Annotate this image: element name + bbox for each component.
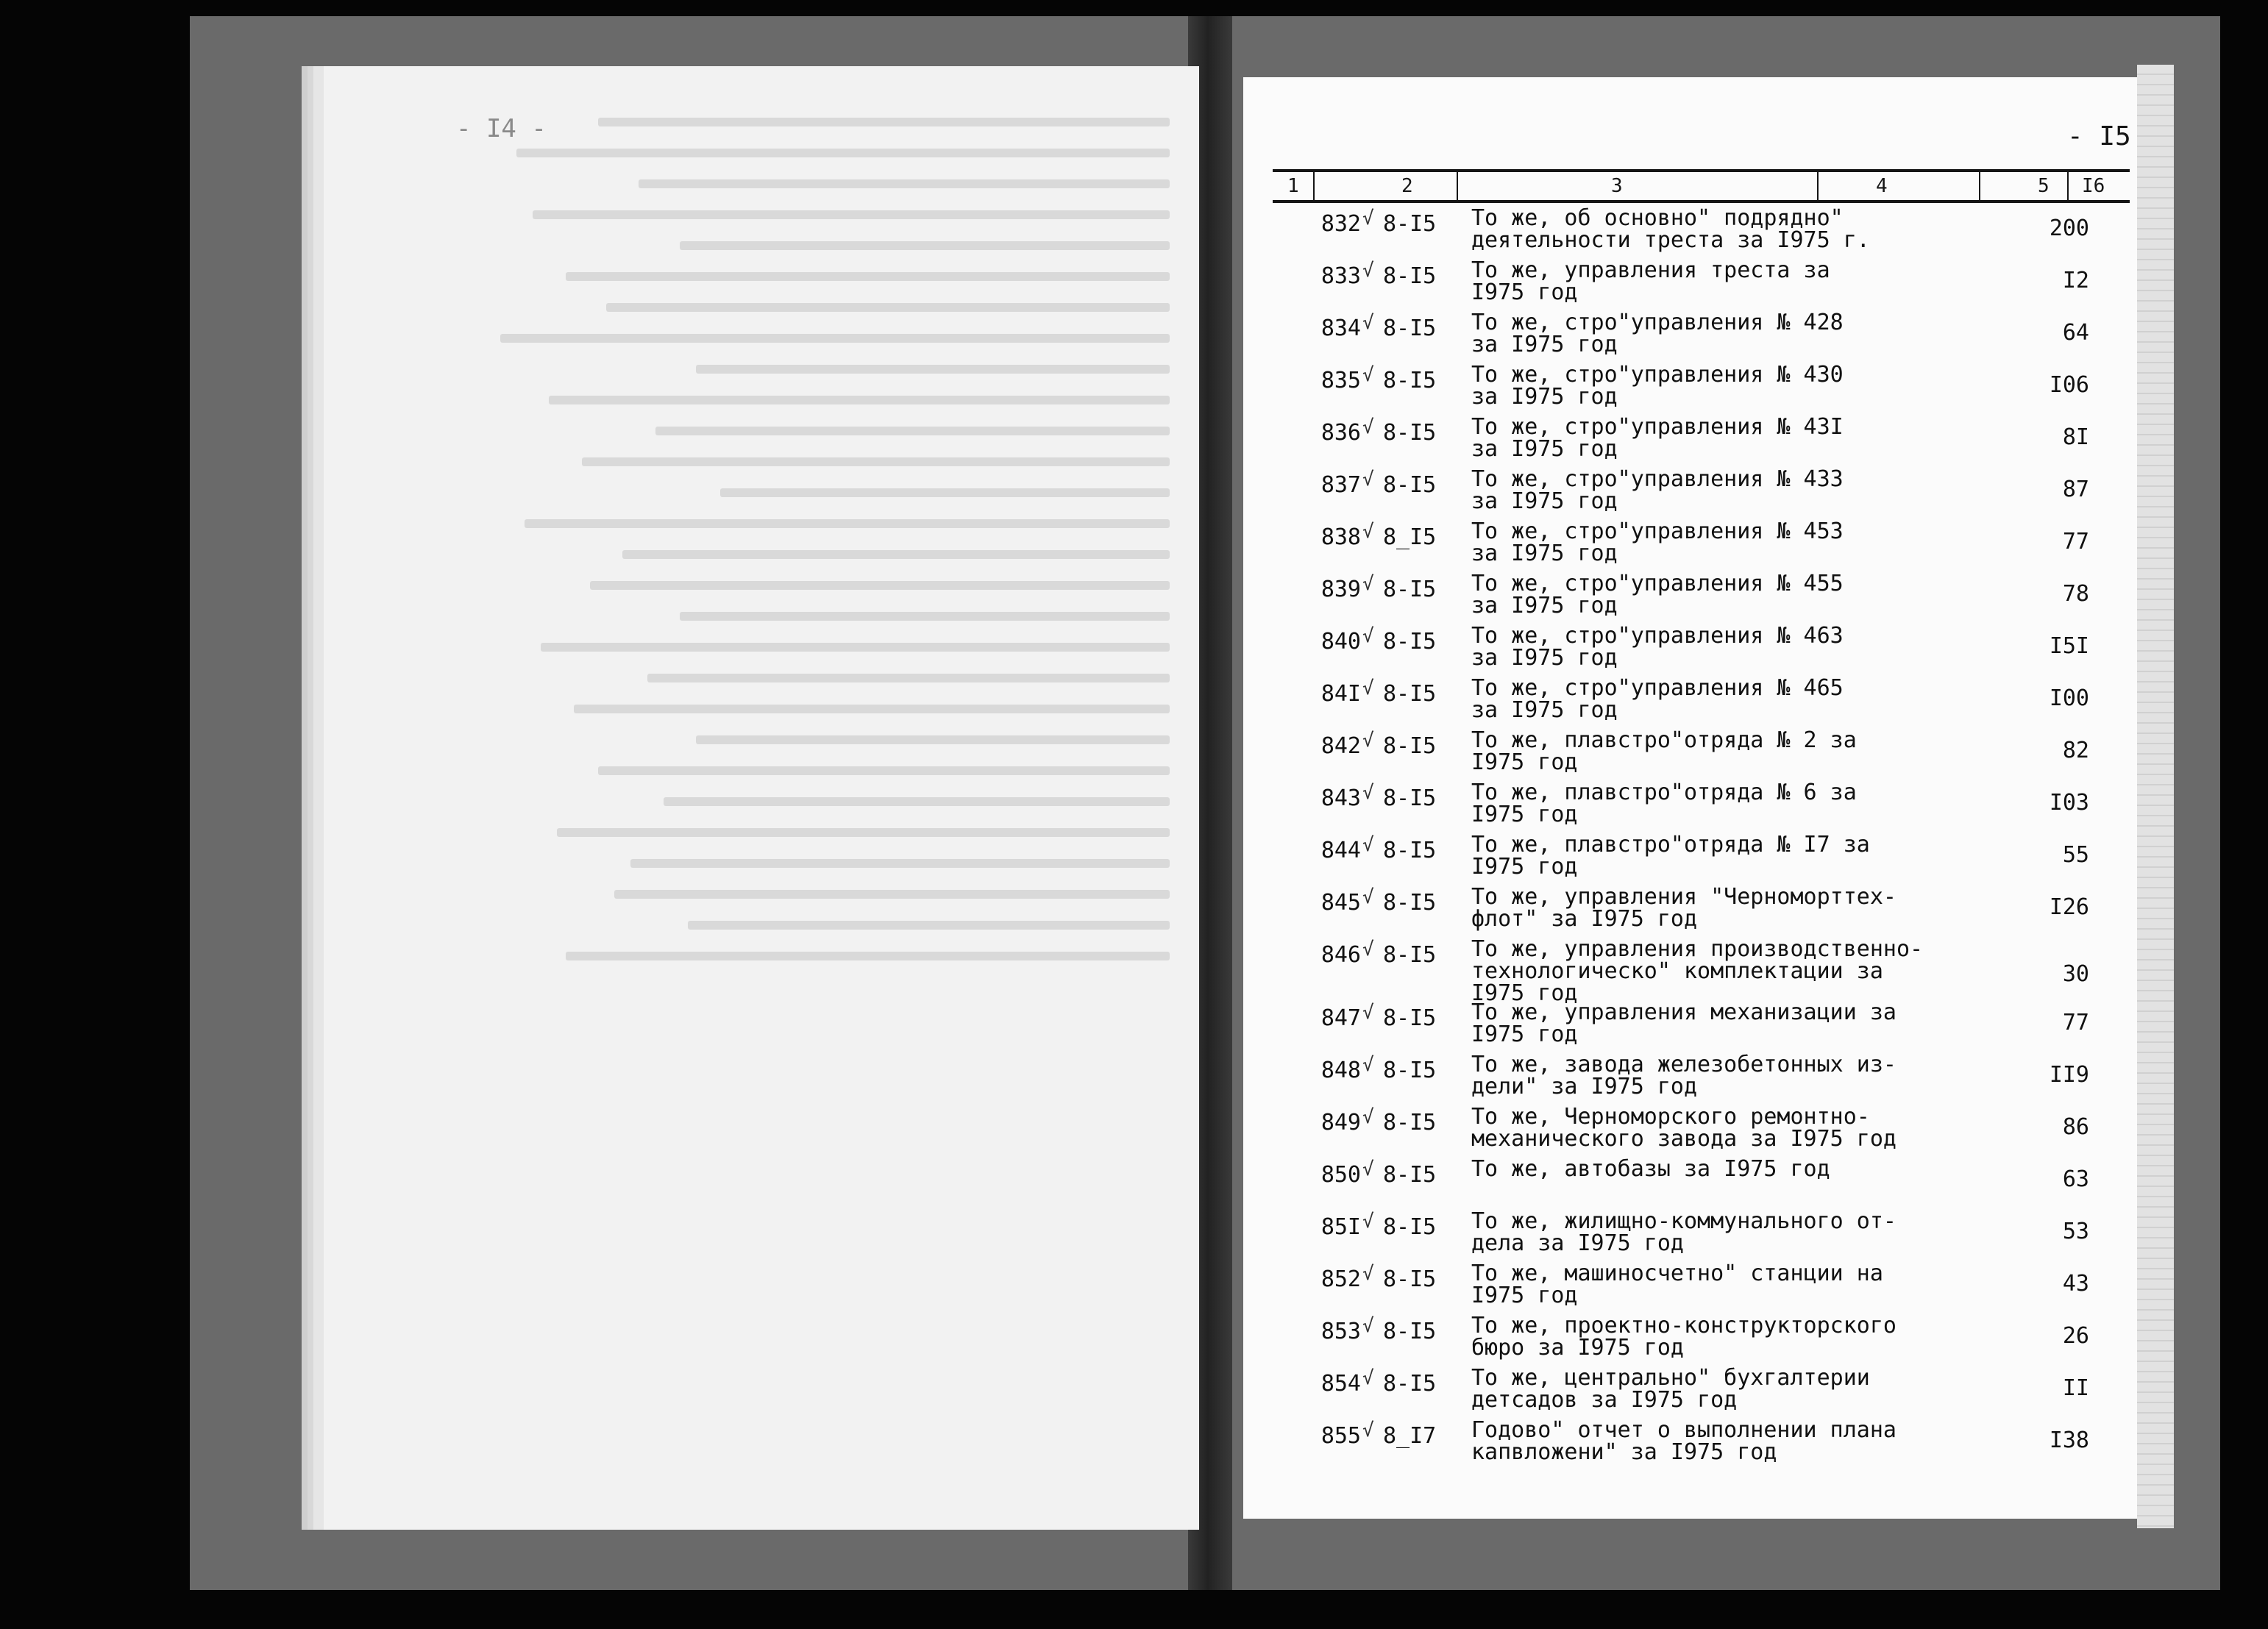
checkmark-icon: √ [1362, 1106, 1374, 1128]
checkmark-icon: √ [1362, 834, 1374, 856]
table-row [1273, 464, 2130, 516]
description-line: за I975 год [1471, 488, 1618, 514]
row-description [1471, 364, 1957, 408]
checkmark-icon: √ [1362, 938, 1374, 960]
row-quantity: I26 [2049, 894, 2089, 920]
row-description [1471, 468, 1957, 513]
row-code: 8-I5 [1383, 211, 1437, 237]
row-description [1471, 1106, 1957, 1150]
row-code: 8-I5 [1383, 420, 1437, 446]
checkmark-icon: √ [1362, 782, 1374, 804]
row-number: 846 [1320, 942, 1361, 968]
checkmark-icon: √ [1362, 1263, 1374, 1285]
table-row [1273, 1102, 2130, 1154]
table-row [1273, 568, 2130, 621]
row-quantity: I38 [2049, 1427, 2089, 1453]
description-line: за I975 год [1471, 697, 1618, 723]
description-line: механического завода за I975 год [1471, 1126, 1896, 1152]
row-quantity: I5I [2049, 633, 2089, 659]
description-line: То же, завода железобетонных из- [1471, 1052, 1896, 1077]
row-code: 8-I5 [1383, 1110, 1437, 1136]
checkmark-icon: √ [1362, 625, 1374, 647]
col-header-6: I6 [2082, 175, 2105, 197]
table-row [1273, 1206, 2130, 1258]
row-code: 8-I5 [1383, 890, 1437, 916]
row-number: 836 [1320, 420, 1361, 446]
table-row [1273, 412, 2130, 464]
table-row [1273, 777, 2130, 830]
row-description [1471, 1315, 1957, 1359]
description-line: То же, стро"управления № 465 [1471, 675, 1844, 701]
row-number: 832 [1320, 211, 1361, 237]
checkmark-icon: √ [1362, 1002, 1374, 1024]
left-page [324, 66, 1199, 1530]
description-line: бюро за I975 год [1471, 1335, 1684, 1361]
row-code: 8_I7 [1383, 1423, 1437, 1449]
description-line: I975 год [1471, 749, 1578, 775]
checkmark-icon: √ [1362, 260, 1374, 282]
row-description [1471, 1367, 1957, 1411]
row-description [1471, 416, 1957, 460]
checkmark-icon: √ [1362, 1158, 1374, 1180]
row-quantity: 43 [2062, 1271, 2089, 1297]
row-description [1471, 573, 1957, 617]
row-code: 8-I5 [1383, 368, 1437, 393]
checkmark-icon: √ [1362, 677, 1374, 699]
description-line: I975 год [1471, 854, 1578, 880]
row-quantity: 8I [2062, 424, 2089, 450]
page-edges [2137, 65, 2174, 1528]
row-description [1471, 782, 1957, 826]
row-number: 843 [1320, 785, 1361, 811]
row-number: 838 [1320, 524, 1361, 550]
row-number: 852 [1320, 1266, 1361, 1292]
row-description [1471, 999, 1957, 1047]
table-row [1273, 1258, 2130, 1311]
row-number: 842 [1320, 733, 1361, 759]
row-code: 8-I5 [1383, 1214, 1437, 1240]
description-line: То же, управления "Черноморттех- [1471, 884, 1896, 910]
row-description [1471, 1158, 1957, 1180]
row-description [1471, 207, 1957, 252]
description-line: за I975 год [1471, 541, 1618, 566]
row-number: 84I [1320, 681, 1361, 707]
table-row [1273, 830, 2130, 882]
table-row [1273, 1363, 2130, 1415]
row-code: 8-I5 [1383, 1005, 1437, 1031]
table-row [1273, 997, 2130, 1049]
description-line: технологическо" комплектации за [1471, 958, 1883, 984]
table-row [1273, 307, 2130, 360]
table-row [1273, 673, 2130, 725]
description-line: То же, стро"управления № 430 [1471, 362, 1844, 388]
row-description [1471, 257, 1957, 305]
table-row [1273, 1154, 2130, 1206]
description-line: То же, об основно" подрядно" [1471, 205, 1844, 231]
row-number: 839 [1320, 577, 1361, 602]
table-row [1273, 621, 2130, 673]
description-line: флот" за I975 год [1471, 906, 1698, 932]
row-code: 8-I5 [1383, 942, 1437, 968]
table-row [1273, 882, 2130, 934]
row-quantity: 53 [2062, 1219, 2089, 1244]
table-row [1273, 203, 2130, 255]
row-description [1471, 1419, 1957, 1464]
row-quantity: II [2062, 1375, 2089, 1401]
row-number: 840 [1320, 629, 1361, 655]
row-description [1471, 312, 1957, 356]
checkmark-icon: √ [1362, 1419, 1374, 1441]
row-code: 8-I5 [1383, 1319, 1437, 1344]
checkmark-icon: √ [1362, 886, 1374, 908]
checkmark-icon: √ [1362, 1211, 1374, 1233]
checkmark-icon: √ [1362, 468, 1374, 491]
checkmark-icon: √ [1362, 312, 1374, 334]
row-code: 8-I5 [1383, 1266, 1437, 1292]
checkmark-icon: √ [1362, 730, 1374, 752]
description-line: То же, стро"управления № 428 [1471, 310, 1844, 335]
row-description [1471, 938, 1957, 1005]
checkmark-icon: √ [1362, 1315, 1374, 1337]
row-number: 847 [1320, 1005, 1361, 1031]
description-line: То же, стро"управления № 463 [1471, 623, 1844, 649]
description-line: за I975 год [1471, 384, 1618, 410]
description-line: деятельности треста за I975 г. [1471, 227, 1870, 253]
row-description [1471, 625, 1957, 669]
row-code: 8-I5 [1383, 838, 1437, 863]
description-line: капвложени" за I975 год [1471, 1439, 1777, 1465]
table-row [1273, 1415, 2130, 1467]
row-number: 848 [1320, 1058, 1361, 1083]
row-quantity: 82 [2062, 738, 2089, 763]
col-header-4: 4 [1876, 175, 1888, 197]
table-row [1273, 1049, 2130, 1102]
row-number: 854 [1320, 1371, 1361, 1397]
checkmark-icon: √ [1362, 1367, 1374, 1389]
description-line: То же, жилищно-коммунального от- [1471, 1208, 1896, 1234]
table-row [1273, 934, 2130, 1006]
row-number: 837 [1320, 472, 1361, 498]
table-row [1273, 725, 2130, 777]
description-line: I975 год [1471, 802, 1578, 827]
checkmark-icon: √ [1362, 416, 1374, 438]
row-number: 855 [1320, 1423, 1361, 1449]
row-quantity: 26 [2062, 1323, 2089, 1349]
checkmark-icon: √ [1362, 521, 1374, 543]
row-code: 8-I5 [1383, 629, 1437, 655]
row-description [1471, 886, 1957, 930]
description-line: детсадов за I975 год [1471, 1387, 1738, 1413]
description-line: за I975 год [1471, 593, 1618, 619]
row-code: 8_I5 [1383, 524, 1437, 550]
description-line: То же, управления механизации за [1471, 999, 1896, 1025]
description-line: I975 год [1471, 279, 1578, 305]
right-page [1243, 77, 2137, 1519]
row-quantity: I03 [2049, 790, 2089, 816]
row-description [1471, 1263, 1957, 1307]
col-header-2: 2 [1401, 175, 1413, 197]
description-line: То же, Черноморского ремонтно- [1471, 1104, 1870, 1130]
description-line: дела за I975 год [1471, 1230, 1684, 1256]
row-quantity: I06 [2049, 372, 2089, 398]
row-quantity: 200 [2049, 215, 2089, 241]
row-number: 845 [1320, 890, 1361, 916]
description-line: Годово" отчет о выполнении плана [1471, 1417, 1896, 1443]
row-number: 844 [1320, 838, 1361, 863]
row-description [1471, 677, 1957, 721]
description-line: I975 год [1471, 980, 1578, 1006]
left-page-number: - I4 - [456, 114, 547, 143]
description-line: То же, проектно-конструкторского [1471, 1313, 1896, 1339]
checkmark-icon: √ [1362, 207, 1374, 229]
row-code: 8-I5 [1383, 472, 1437, 498]
row-quantity: 87 [2062, 477, 2089, 502]
inventory-table [1273, 169, 2130, 1467]
row-code: 8-I5 [1383, 1371, 1437, 1397]
row-quantity: 86 [2062, 1114, 2089, 1140]
row-number: 835 [1320, 368, 1361, 393]
row-description [1471, 1208, 1957, 1256]
left-page-bleed-through [353, 96, 1170, 1500]
description-line: за I975 год [1471, 332, 1618, 357]
row-code: 8-I5 [1383, 263, 1437, 289]
row-quantity: 77 [2062, 529, 2089, 555]
row-quantity: I2 [2062, 268, 2089, 293]
row-quantity: 55 [2062, 842, 2089, 868]
row-quantity: II9 [2049, 1062, 2089, 1088]
description-line: То же, стро"управления № 433 [1471, 466, 1844, 492]
description-line: дели" за I975 год [1471, 1074, 1698, 1099]
row-number: 850 [1320, 1162, 1361, 1188]
description-line: То же, управления производственно- [1471, 936, 1924, 962]
row-code: 8-I5 [1383, 681, 1437, 707]
description-line: То же, стро"управления № 455 [1471, 571, 1844, 596]
description-line: I975 год [1471, 1283, 1578, 1308]
row-number: 853 [1320, 1319, 1361, 1344]
description-line: То же, стро"управления № 43I [1471, 414, 1844, 440]
row-code: 8-I5 [1383, 733, 1437, 759]
row-description [1471, 834, 1957, 878]
row-quantity: 63 [2062, 1166, 2089, 1192]
description-line: То же, плавстро"отряда № 2 за [1471, 727, 1857, 753]
checkmark-icon: √ [1362, 573, 1374, 595]
table-row [1273, 360, 2130, 412]
description-line: То же, центрально" бухгалтерии [1471, 1365, 1870, 1391]
col-header-5: 5 [2038, 175, 2050, 197]
table-row [1273, 516, 2130, 568]
description-line: То же, управления треста за [1471, 257, 1830, 283]
row-code: 8-I5 [1383, 577, 1437, 602]
checkmark-icon: √ [1362, 1054, 1374, 1076]
checkmark-icon: √ [1362, 364, 1374, 386]
row-code: 8-I5 [1383, 316, 1437, 341]
row-quantity: 77 [2062, 1010, 2089, 1035]
description-line: То же, машиносчетно" станции на [1471, 1261, 1883, 1286]
row-quantity: 64 [2062, 320, 2089, 346]
row-code: 8-I5 [1383, 1162, 1437, 1188]
description-line: То же, плавстро"отряда № I7 за [1471, 832, 1870, 858]
row-description [1471, 518, 1957, 566]
table-row [1273, 255, 2130, 307]
description-line: за I975 год [1471, 436, 1618, 462]
table-body [1273, 203, 2130, 1467]
row-number: 85I [1320, 1214, 1361, 1240]
right-page-number: - I5 [2067, 121, 2131, 152]
row-code: 8-I5 [1383, 785, 1437, 811]
table-row [1273, 1311, 2130, 1363]
row-number: 834 [1320, 316, 1361, 341]
row-number: 833 [1320, 263, 1361, 289]
row-code: 8-I5 [1383, 1058, 1437, 1083]
col-header-1: 1 [1287, 175, 1299, 197]
description-line: То же, стро"управления № 453 [1471, 518, 1844, 544]
description-line: То же, автобазы за I975 год [1471, 1156, 1830, 1182]
row-description [1471, 1054, 1957, 1098]
row-quantity: I00 [2049, 685, 2089, 711]
row-description [1471, 727, 1957, 775]
col-header-3: 3 [1611, 175, 1623, 197]
row-quantity: 30 [2062, 961, 2089, 987]
description-line: I975 год [1471, 1022, 1578, 1047]
table-header [1273, 169, 2130, 203]
description-line: за I975 год [1471, 645, 1618, 671]
row-number: 849 [1320, 1110, 1361, 1136]
description-line: То же, плавстро"отряда № 6 за [1471, 780, 1857, 805]
row-quantity: 78 [2062, 581, 2089, 607]
